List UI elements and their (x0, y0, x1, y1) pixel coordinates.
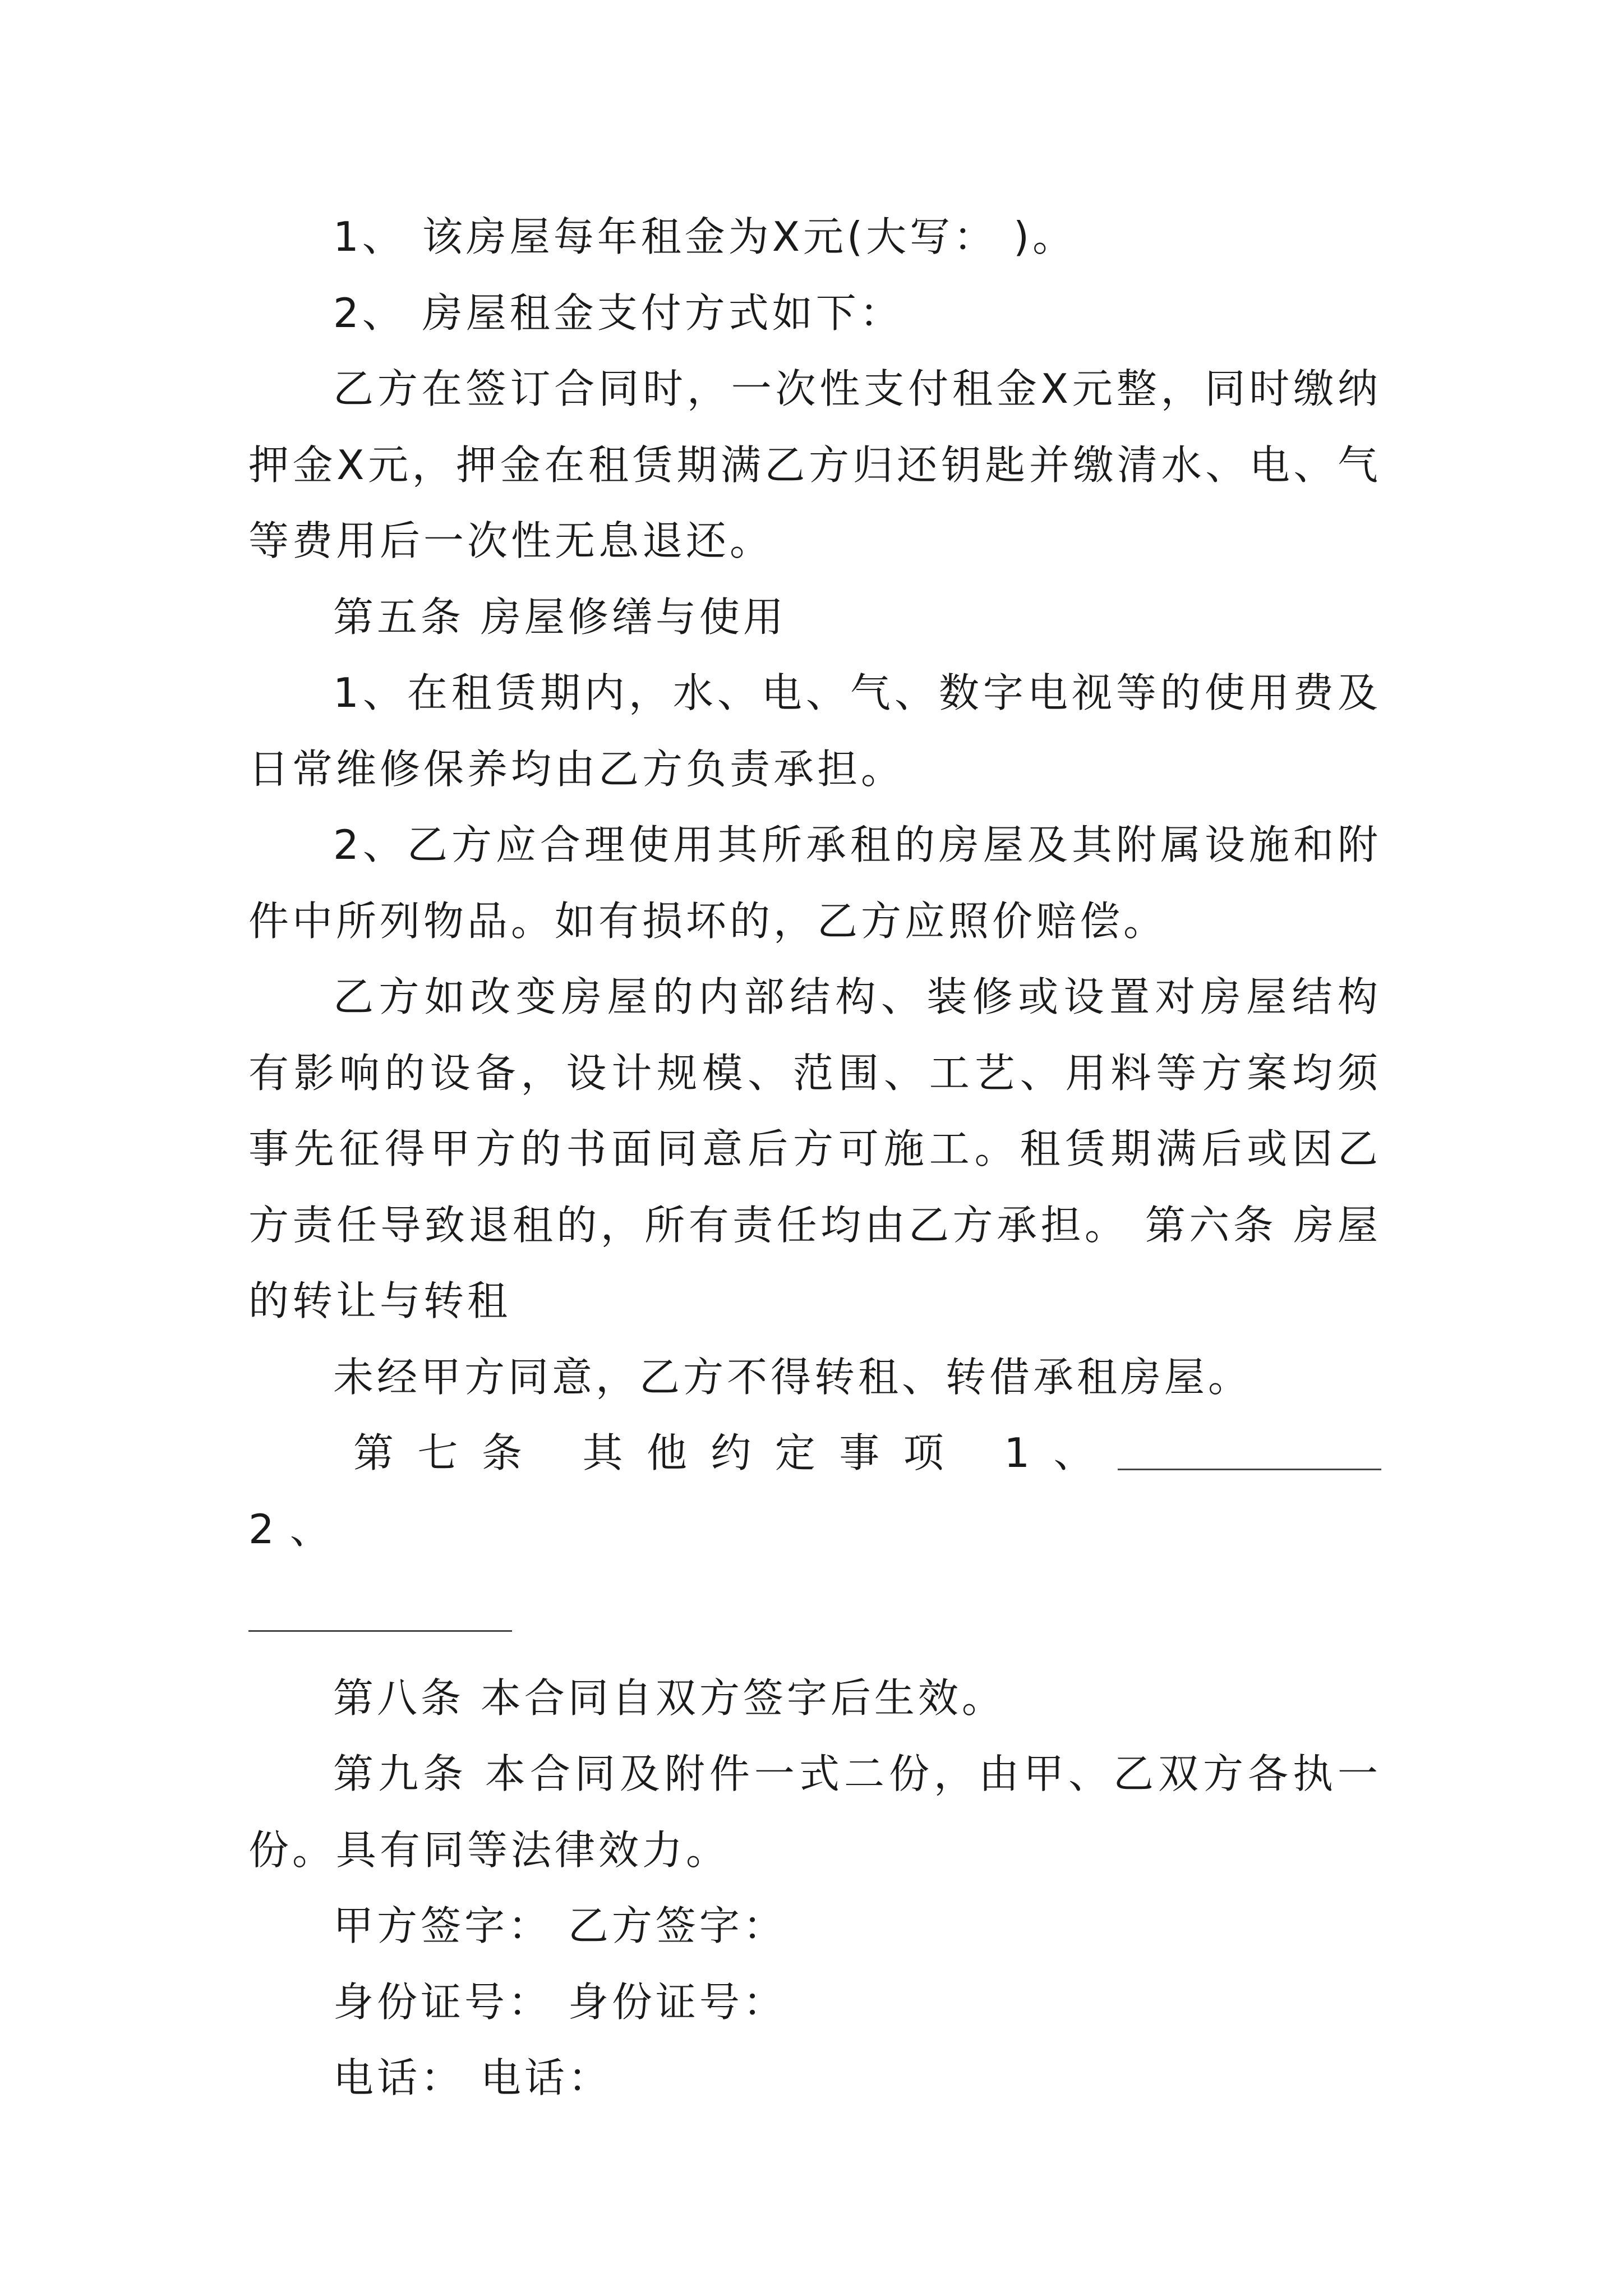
article-eight-paragraph: 第八条 本合同自双方签字后生效。 (333, 1674, 1006, 1722)
blank-field-2-row (248, 1567, 1381, 1644)
alteration-paragraph: 乙方如改变房屋的内部结构、装修或设置对房屋结构有影响的设备，设计规模、范围、工艺、用料等方案均须事先征得甲方的书面同意后方可施工。租赁期满后或因乙方责任导致退租的，所有责任均由乙方承担。 第六条 房屋的转让与转租 (248, 973, 1381, 1324)
contract-body (248, 199, 1381, 2116)
rent-amount-clause: 1、 该房屋每年租金为X元(大写： )。 (333, 213, 1077, 260)
blank-field-2[interactable] (248, 1590, 512, 1632)
sublease-paragraph: 未经甲方同意，乙方不得转租、转借承租房屋。 (333, 1353, 1252, 1401)
article-seven-line (248, 1415, 1381, 1567)
article-five-heading: 第五条 房屋修缮与使用 (333, 593, 787, 641)
proper-use-clause: 2、乙方应合理使用其所承租的房屋及其附属设施和附件中所列物品。如有损坏的，乙方应照价赔偿。 (248, 821, 1381, 945)
article-seven-text: 第七条 其他约定事项 1、 (353, 1429, 1118, 1476)
article-seven-item-2: 2、 (248, 1505, 346, 1553)
deposit-paragraph: 乙方在签订合同时，一次性支付租金X元整，同时缴纳押金X元，押金在租赁期满乙方归还钥匙并缴清水、电、气等费用后一次性无息退还。 (248, 365, 1381, 564)
blank-field-1[interactable] (1118, 1428, 1381, 1470)
article-nine-paragraph: 第九条 本合同及附件一式二份，由甲、乙双方各执一份。具有同等法律效力。 (248, 1750, 1381, 1874)
id-number-line: 身份证号： 身份证号： (333, 1978, 787, 2026)
payment-method-clause: 2、 房屋租金支付方式如下： (333, 289, 903, 337)
phone-line: 电话： 电话： (333, 2054, 612, 2101)
utilities-clause: 1、在租赁期内，水、电、气、数字电视等的使用费及日常维修保养均由乙方负责承担。 (248, 669, 1381, 793)
signature-line: 甲方签字： 乙方签字： (333, 1902, 787, 1949)
